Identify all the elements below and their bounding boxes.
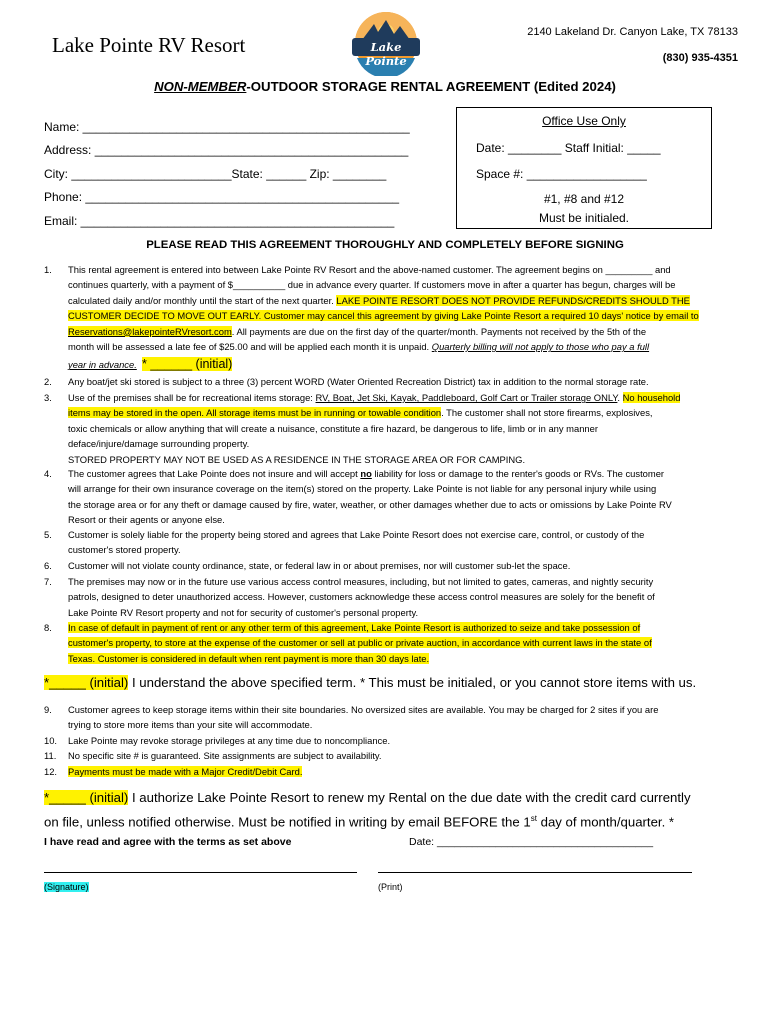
initial-statement-text: day of month/quarter. * [536, 814, 675, 830]
item-text: Any boat/jet ski stored is subject to a three (3) percent WORD (Water Oriented Recreation District) tax in addition to the normal storage rate. [68, 376, 649, 387]
item-line [68, 466, 744, 481]
item-text [68, 764, 744, 779]
default-highlight: In case of default in payment of rent or any other term of this agreement, Lake Pointe Resort is authorized to seize and take possession of [68, 622, 641, 633]
allowed-items: RV, Boat, Jet Ski, Kayak, Paddleboard, Golf Cart or Trailer storage ONLY [315, 392, 618, 403]
item-line: Customer is solely liable for the property being stored and agrees that Lake Pointe Resort does not exercise care, control, or custody of the [68, 529, 645, 540]
email-field[interactable]: Email: _______________________________________________ [44, 214, 395, 228]
item-number: 11. [44, 750, 57, 761]
item-text: Customer will not violate county ordinance, state, or federal law in or about premises, nor will customer sub-let the space. [68, 560, 571, 571]
item-text [68, 262, 744, 373]
item-line: Lake Pointe RV Resort property and not for security of customer's personal property. [68, 606, 419, 618]
title-rest: -OUTDOOR STORAGE RENTAL AGREEMENT (Edited 2024) [246, 79, 616, 94]
item-line [68, 293, 744, 308]
no-refund-highlight: LAKE POINTE RESORT DOES NOT PROVIDE REFUNDS/CREDITS SHOULD THE [336, 294, 690, 306]
item-line: deface/injure/damage surrounding property. [68, 438, 250, 450]
resort-address: 2140 Lakeland Dr. Canyon Lake, TX 78133 [527, 26, 738, 38]
item-segment: calculated daily and/or monthly until the start of the next quarter. [68, 294, 337, 306]
running-condition-highlight: items may be stored in the open. All storage items must be in running or towable condition [68, 407, 442, 419]
item-segment: month will be assessed a late fee of $25.00 and will be applied each month it is unpaid. [68, 341, 432, 353]
office-use-box [456, 107, 712, 229]
initial-field-1[interactable]: * ______ (initial) [142, 357, 233, 372]
item-line: The premises may now or in the future use various access control measures, including, but not limited to gates, cameras, and nightly security [68, 576, 654, 587]
default-highlight: customer's property, to store at the expense of the customer or sell at public or private auction, in accordance with current laws in the state of [68, 637, 652, 649]
item-segment: liability for loss or damage to the renter's goods or RVs. The customer [371, 468, 665, 479]
initial-statement-text: I understand the above specified term. * This must be initialed, or you cannot store items with us. [128, 675, 697, 690]
item-line [68, 308, 744, 323]
item-line [68, 651, 744, 666]
item-number: 7. [44, 576, 52, 587]
item-number: 9. [44, 704, 52, 715]
print-name-line[interactable] [378, 872, 692, 873]
item-text [68, 620, 744, 666]
item-line [68, 390, 744, 405]
print-label: (Print) [378, 882, 403, 892]
cancel-policy-highlight: CUSTOMER DECIDE TO MOVE OUT EARLY. Customer may cancel this agreement by giving Lake Pointe Resort a required 10 days' notice by email to [68, 310, 699, 322]
list-item [44, 262, 744, 372]
item-line [68, 357, 744, 372]
resort-phone: (830) 935-4351 [662, 52, 738, 64]
item-line: STORED PROPERTY MAY NOT BE USED AS A RESIDENCE IN THE STORAGE AREA OR FOR CAMPING. [68, 453, 526, 465]
office-note-line2: Must be initialed. [538, 211, 630, 225]
item-line: Customer agrees to keep storage items within their site boundaries. No oversized sites are available. You may be charged for 2 sites if you are [68, 704, 659, 715]
office-date-staff-field[interactable]: Date: ________ Staff Initial: _____ [476, 141, 661, 155]
city-state-zip-field[interactable]: City: ________________________State: ______ Zip: ________ [44, 167, 387, 181]
item-number: 10. [44, 735, 58, 746]
initial-statement-line [44, 787, 756, 808]
item-text: Lake Pointe may revoke storage privileges at any time due to noncompliance. [68, 735, 391, 746]
item-text: No specific site # is guaranteed. Site assignments are subject to availability. [68, 750, 382, 761]
item-number: 3. [44, 392, 52, 403]
item-line: customer's stored property. [68, 544, 181, 556]
initial-field-2[interactable]: *_____ (initial) [44, 675, 129, 690]
item-line: continues quarterly, with a payment of $__________ due in advance every quarter. If customers move in after a quarter has begun, charges will be [68, 279, 676, 291]
reservations-email-link[interactable]: Reservations@lakepointeRVresort.com [68, 325, 232, 337]
item-segment: . All payments are due on the first day of the quarter/month. Payments not received by the 5th of the [231, 325, 647, 337]
item-line [68, 405, 744, 420]
item-line: toxic chemicals or allow anything that will create a nuisance, constitute a fire hazard, be dangerous to life, limb or in any manner [68, 422, 598, 434]
item-line: will arrange for their own insurance coverage on the item(s) stored on the property. Lake Pointe is not liable for any personal injury while using [68, 483, 657, 495]
agreement-statement: I have read and agree with the terms as set above [44, 836, 292, 848]
item-text [68, 390, 744, 467]
item-line [68, 324, 744, 339]
initial-statement-line [44, 808, 756, 832]
item-line: trying to store more items than your site will accommodate. [68, 719, 313, 731]
item-number: 5. [44, 529, 52, 540]
signature-label: (Signature) [44, 882, 89, 892]
resort-name: Lake Pointe RV Resort [52, 33, 246, 57]
item-text [68, 574, 744, 620]
page-title [0, 79, 770, 94]
item-line: patrols, designed to deter unauthorized access. However, customers acknowledge these access control measures are solely for the benefit of [68, 591, 655, 603]
phone-field[interactable]: Phone: _______________________________________________ [44, 190, 400, 204]
item-line: Resort or their agents or anyone else. [68, 514, 225, 526]
address-field[interactable]: Address: _______________________________________________ [44, 143, 409, 157]
item-line: the storage area or for any theft or damage caused by fire, water, weather, or other damages whether due to acts or omissions by Lake Pointe RV [68, 498, 672, 510]
item-text [68, 527, 744, 558]
item-segment: The customer agrees that Lake Pointe does not insure and will accept [68, 468, 361, 479]
item-number: 12. [44, 766, 58, 777]
read-notice: PLEASE READ THIS AGREEMENT THOROUGHLY AND COMPLETELY BEFORE SIGNING [146, 239, 624, 251]
item-number: 4. [44, 468, 52, 479]
title-non-member: NON-MEMBER [154, 79, 247, 94]
item-number: 1. [44, 264, 52, 275]
name-field[interactable]: Name: _________________________________________________ [44, 120, 410, 134]
initial-field-3[interactable]: *_____ (initial) [44, 790, 129, 805]
signature-line[interactable] [44, 872, 357, 873]
item-text [68, 702, 744, 733]
no-household-highlight: No household [622, 392, 681, 403]
item-number: 6. [44, 560, 52, 571]
superscript-st: st [530, 814, 537, 823]
initial-statement-text: on file, unless notified otherwise. Must be notified in writing by email BEFORE the 1 [44, 814, 531, 830]
payment-method-highlight: Payments must be made with a Major Credit/Debit Card. [68, 766, 303, 777]
item-number: 2. [44, 376, 52, 387]
initial-statement-1 [44, 675, 754, 690]
item-segment: . [617, 392, 623, 403]
item-segment: Use of the premises shall be for recreational items storage: [68, 392, 316, 403]
initial-statement-text: I authorize Lake Pointe Resort to renew my Rental on the due date with the credit card currently [128, 790, 691, 805]
item-line: This rental agreement is entered into between Lake Pointe RV Resort and the above-named customer. The agreement begins on _________ and [68, 264, 671, 275]
item-text [68, 466, 744, 528]
office-space-field[interactable]: Space #: __________________ [476, 167, 647, 181]
office-use-title: Office Use Only [542, 114, 626, 128]
item-segment: . The customer shall not store firearms, explosives, [441, 407, 653, 419]
default-highlight: Texas. Customer is considered in default when rent payment is more than 30 days late. [68, 652, 430, 664]
item-number: 8. [44, 622, 52, 633]
item-line [68, 620, 744, 635]
office-note-line1: #1, #8 and #12 [543, 192, 625, 206]
resort-logo [348, 10, 424, 76]
initial-statement-2 [44, 787, 756, 832]
quarterly-billing-note: Quarterly billing will not apply to those who pay a full [431, 341, 650, 353]
item-line [68, 635, 744, 650]
item-line [68, 339, 744, 354]
quarterly-billing-note-end: year in advance. [68, 359, 137, 371]
no-liability-emphasis: no [360, 468, 372, 479]
logo-text: Lake Pointe [365, 40, 407, 68]
signature-date-field[interactable]: Date: _____________________________________ [409, 836, 654, 848]
